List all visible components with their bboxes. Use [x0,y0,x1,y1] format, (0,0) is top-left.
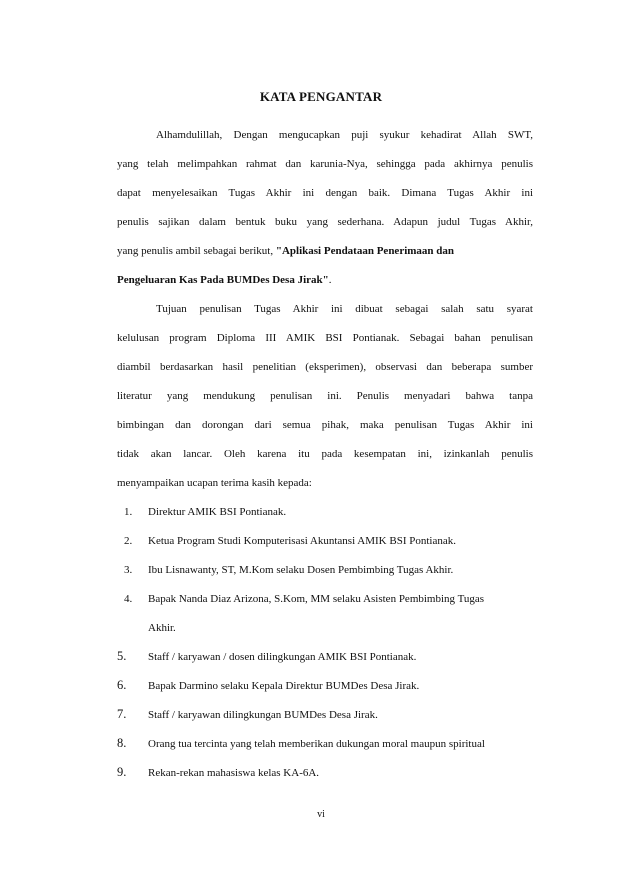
list-item-1-number: 1. [124,506,133,518]
list-item-7-text: Staff / karyawan dilingkungan BUMDes Desa Jirak. [148,709,378,721]
paragraph-1-line-2: yang telah melimpahkan rahmat dan karunia-Nya, sehingga pada akhirnya penulis [117,158,533,170]
paragraph-1-period: . [328,274,332,286]
list-item-9-text: Rekan-rekan mahasiswa kelas KA-6A. [148,767,320,779]
list-item-4-continuation: Akhir. [148,622,176,634]
list-item-7-number: 7. [117,707,127,721]
list-item-8-text: Orang tua tercinta yang telah memberikan dukungan moral maupun spiritual [148,738,485,750]
thesis-title-part-1: "Aplikasi Pendataan Penerimaan dan [275,245,455,257]
list-item-2-number: 2. [124,535,133,547]
list-item-3-text: Ibu Lisnawanty, ST, M.Kom selaku Dosen Pembimbing Tugas Akhir. [148,564,454,576]
paragraph-1-line-4: penulis sajikan dalam bentuk buku yang sederhana. Adapun judul Tugas Akhir, [117,216,533,228]
list-item-3-number: 3. [124,564,133,576]
page-title: KATA PENGANTAR [259,89,383,104]
list-item-6-number: 6. [117,678,127,692]
paragraph-1-line-1: Alhamdulillah, Dengan mengucapkan puji syukur kehadirat Allah SWT, [156,129,533,141]
paragraph-2-line-2: kelulusan program Diploma III AMIK BSI Pontianak. Sebagai bahan penulisan [117,332,533,344]
list-item-5-text: Staff / karyawan / dosen dilingkungan AMIK BSI Pontianak. [148,651,417,663]
paragraph-2-line-5: bimbingan dan dorongan dari semua pihak, maka penulisan Tugas Akhir ini [117,419,533,431]
list-item-9-number: 9. [117,765,127,779]
paragraph-1-line-5 [117,244,533,258]
paragraph-2-line-4: literatur yang mendukung penulisan ini. Penulis menyadari bahwa tanpa [117,390,533,402]
paragraph-1-line-5-text: yang penulis ambil sebagai berikut, [117,245,274,257]
paragraph-1-line-3: dapat menyelesaikan Tugas Akhir ini dengan baik. Dimana Tugas Akhir ini [117,187,533,199]
list-item-4-number: 4. [124,593,133,605]
paragraph-2-line-3: diambil berdasarkan hasil penelitian (eksperimen), observasi dan beberapa sumber [117,361,533,373]
list-item-6-text: Bapak Darmino selaku Kepala Direktur BUMDes Desa Jirak. [148,680,420,692]
paragraph-2-line-1: Tujuan penulisan Tugas Akhir ini dibuat sebagai salah satu syarat [156,303,533,315]
paragraph-1-line-6 [117,273,533,287]
list-item-4-text: Bapak Nanda Diaz Arizona, S.Kom, MM selaku Asisten Pembimbing Tugas [148,593,485,605]
page-number: vi [317,809,325,820]
thesis-title-part-2: Pengeluaran Kas Pada BUMDes Desa Jirak" [117,274,329,286]
list-item-8-number: 8. [117,736,127,750]
list-item-2-text: Ketua Program Studi Komputerisasi Akuntansi AMIK BSI Pontianak. [148,535,456,547]
paragraph-2-line-7: menyampaikan ucapan terima kasih kepada: [117,477,312,489]
list-item-1-text: Direktur AMIK BSI Pontianak. [148,506,287,518]
list-item-5-number: 5. [117,649,127,663]
paragraph-2-line-6: tidak akan lancar. Oleh karena itu pada kesempatan ini, izinkanlah penulis [117,448,533,460]
